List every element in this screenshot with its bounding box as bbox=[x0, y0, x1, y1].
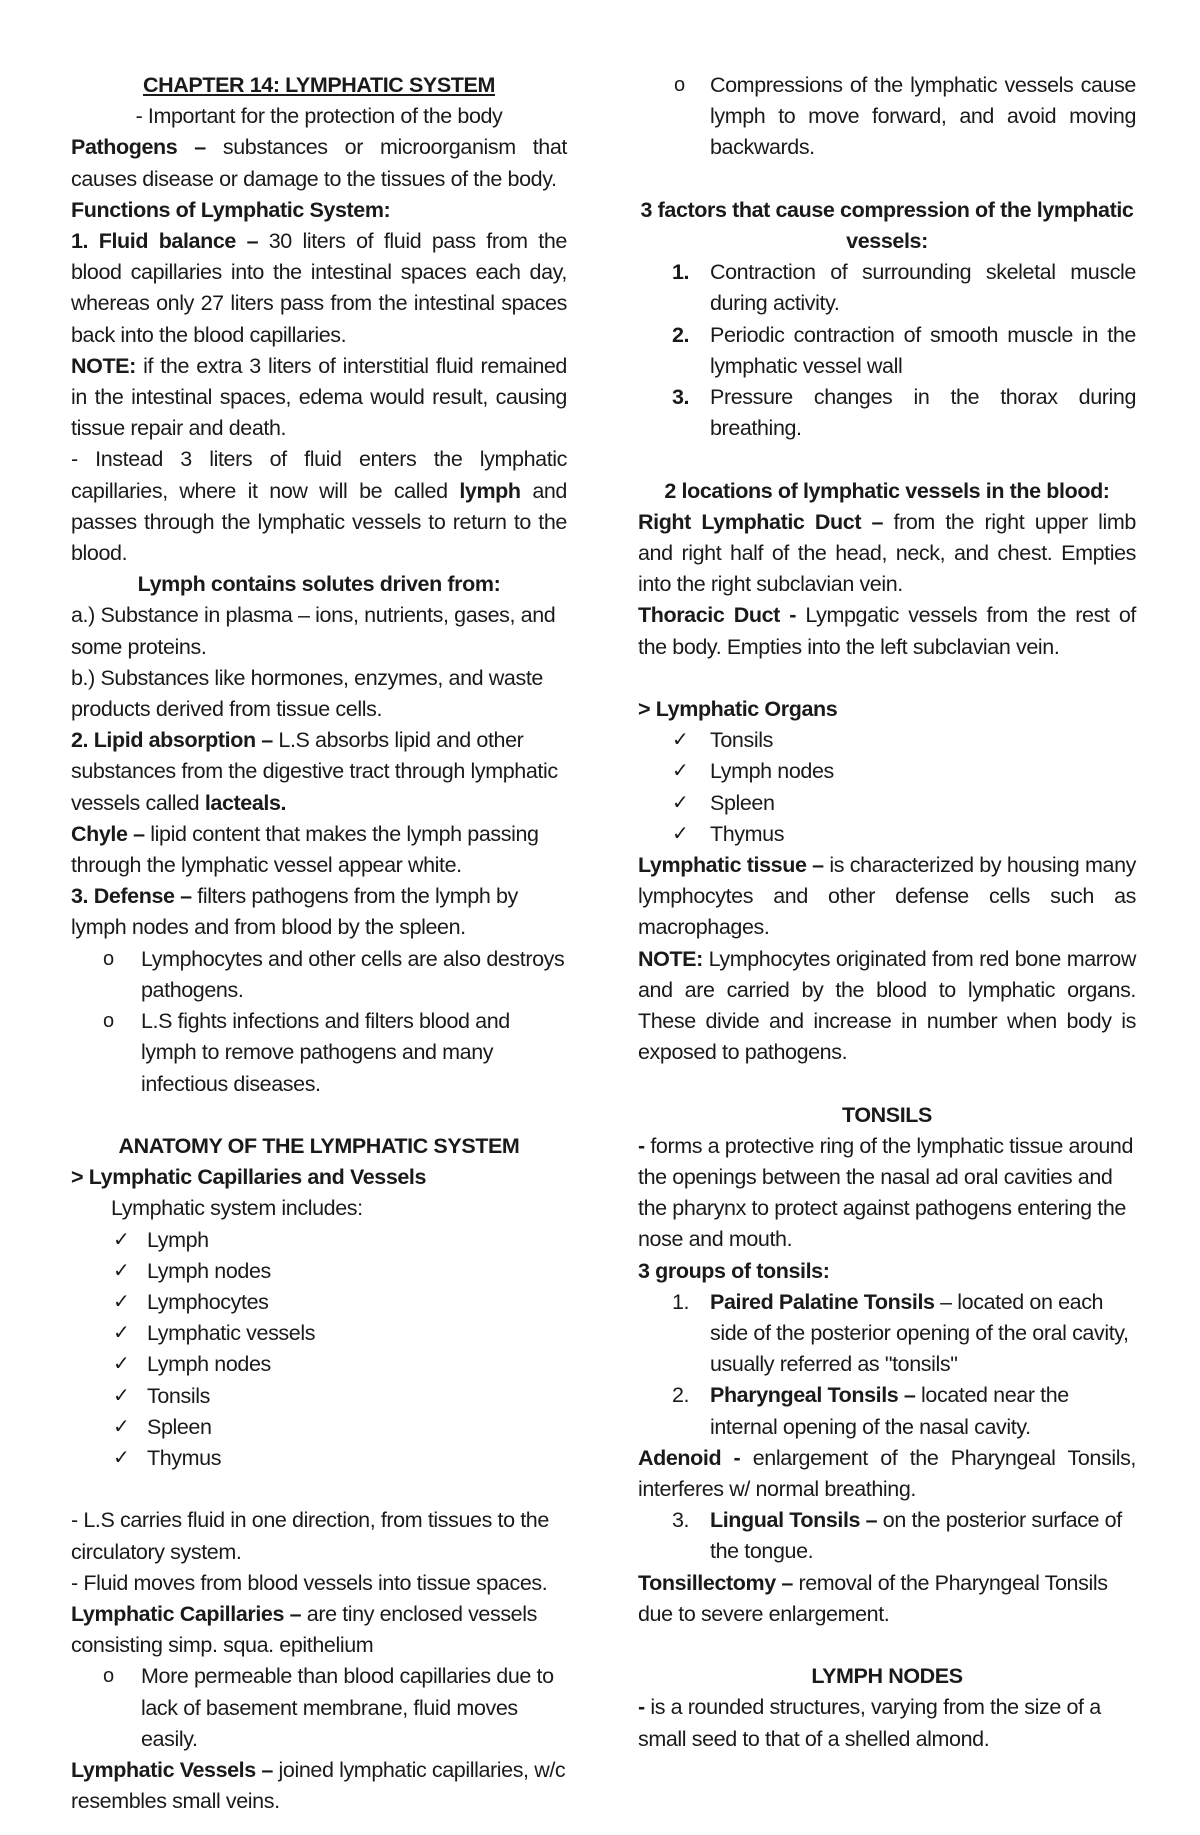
defense-function: 3. Defense – filters pathogens from the lymph by lymph nodes and from blood by the spleen. bbox=[71, 884, 518, 940]
checkmark-icon: ✓ bbox=[113, 1259, 130, 1282]
tonsils-description: - forms a protective ring of the lymphatic tissue around the openings between the nasal ad oral cavities and the pharynx to protect against pathogens entering the nose and mouth. bbox=[638, 1133, 1134, 1252]
list-item: ✓ Tonsils bbox=[71, 1381, 567, 1412]
solute-b: b.) Substances like hormones, enzymes, and waste products derived from tissue cells. bbox=[71, 665, 543, 722]
list-item: 1. Paired Palatine Tonsils – located on each side of the posterior opening of the oral cavity, usually referred as "tonsils" bbox=[672, 1289, 1129, 1377]
list-item: 3. Pressure changes in the thorax during breathing. bbox=[672, 385, 1136, 441]
list-item: ✓ Lymph nodes bbox=[638, 756, 1136, 787]
list-item: ✓ Thymus bbox=[638, 819, 1136, 850]
checkmark-icon: ✓ bbox=[113, 1384, 130, 1407]
includes-label: Lymphatic system includes: bbox=[111, 1196, 363, 1221]
tonsil-groups-heading: 3 groups of tonsils: bbox=[638, 1258, 830, 1283]
list-item: ✓ Lymph bbox=[71, 1225, 567, 1256]
list-item: o More permeable than blood capillaries due to lack of basement membrane, fluid moves easily. bbox=[71, 1661, 567, 1755]
lymph-contains-heading: Lymph contains solutes driven from: bbox=[137, 572, 501, 597]
list-item: ✓ Lymphatic vessels bbox=[71, 1318, 567, 1349]
circle-bullet-icon: o bbox=[674, 74, 685, 96]
right-column bbox=[638, 70, 1136, 1755]
circle-bullet-icon: o bbox=[103, 1665, 114, 1688]
checkmark-icon: ✓ bbox=[113, 1290, 130, 1313]
note-edema: NOTE: if the extra 3 liters of interstitial fluid remained in the intestinal spaces, edema would result, causing tissue repair and death. bbox=[71, 353, 567, 441]
lymph-paragraph: - Instead 3 liters of fluid enters the lymphatic capillaries, where it now will be called lymph and passes through the lymphatic vessels to return to the blood. bbox=[71, 447, 567, 566]
functions-heading: Functions of Lymphatic System: bbox=[71, 197, 391, 222]
list-item: 1. Contraction of surrounding skeletal muscle during activity. bbox=[672, 260, 1136, 316]
tonsillectomy-definition: Tonsillectomy – removal of the Pharyngeal Tonsils due to severe enlargement. bbox=[638, 1570, 1108, 1626]
pathogens-definition: Pathogens – substances or microorganism that causes disease or damage to the tissues of the body. bbox=[71, 135, 567, 191]
checkmark-icon: ✓ bbox=[672, 729, 689, 752]
thoracic-duct: Thoracic Duct - Lympgatic vessels from the rest of the body. Empties into the left subclavian vein. bbox=[638, 603, 1136, 659]
checkmark-icon: ✓ bbox=[672, 791, 689, 814]
checkmark-icon: ✓ bbox=[113, 1353, 130, 1376]
list-item: o Compressions of the lymphatic vessels cause lymph to move forward, and avoid moving backwards. bbox=[638, 70, 1136, 164]
list-item: o L.S fights infections and filters blood and lymph to remove pathogens and many infectious diseases. bbox=[71, 1006, 567, 1100]
one-direction-note: - L.S carries fluid in one direction, from tissues to the circulatory system. bbox=[71, 1508, 549, 1564]
list-item: 2. Pharyngeal Tonsils – located near the internal opening of the nasal cavity. bbox=[672, 1383, 1069, 1439]
checkmark-icon: ✓ bbox=[113, 1322, 130, 1345]
checkmark-icon: ✓ bbox=[672, 760, 689, 783]
chapter-subtitle: - Important for the protection of the body bbox=[135, 104, 503, 129]
note-lymphocytes: NOTE: Lymphocytes originated from red bone marrow and are carried by the blood to lymphatic organs. These divide and increase in number when body is exposed to pathogens. bbox=[638, 946, 1136, 1065]
tonsils-heading: TONSILS bbox=[842, 1102, 932, 1127]
list-item: 2. Periodic contraction of smooth muscle in the lymphatic vessel wall bbox=[672, 322, 1136, 378]
left-column bbox=[71, 70, 567, 1817]
circle-bullet-icon: o bbox=[103, 947, 114, 970]
anatomy-heading: ANATOMY OF THE LYMPHATIC SYSTEM bbox=[118, 1133, 520, 1158]
lymph-nodes-description: - is a rounded structures, varying from the size of a small seed to that of a shelled almond. bbox=[638, 1695, 1101, 1751]
lipid-absorption: 2. Lipid absorption – L.S absorbs lipid and other substances from the digestive tract through lymphatic vessels called lacteals. bbox=[71, 728, 558, 815]
checkmark-icon: ✓ bbox=[113, 1446, 130, 1469]
list-item: ✓ Spleen bbox=[638, 788, 1136, 819]
list-item: ✓ Spleen bbox=[71, 1412, 567, 1443]
right-lymphatic-duct: Right Lymphatic Duct – from the right upper limb and right half of the head, neck, and chest. Empties into the right subclavian vein. bbox=[638, 509, 1136, 597]
locations-heading: 2 locations of lymphatic vessels in the blood: bbox=[664, 478, 1110, 503]
organs-heading: > Lymphatic Organs bbox=[638, 697, 838, 722]
list-item: ✓ Tonsils bbox=[638, 725, 1136, 756]
factors-heading: 3 factors that cause compression of the lymphatic vessels: bbox=[640, 197, 1134, 253]
list-item: 3. Lingual Tonsils – on the posterior surface of the tongue. bbox=[672, 1508, 1122, 1564]
chyle-definition: Chyle – lipid content that makes the lymph passing through the lymphatic vessel appear white. bbox=[71, 821, 539, 878]
lymphatic-capillaries-definition: Lymphatic Capillaries – are tiny enclosed vessels consisting simp. squa. epithelium bbox=[71, 1601, 537, 1658]
list-item: o Lymphocytes and other cells are also destroys pathogens. bbox=[71, 944, 567, 1006]
list-item: ✓ Lymph nodes bbox=[71, 1349, 567, 1380]
fluid-moves-note: - Fluid moves from blood vessels into tissue spaces. bbox=[71, 1570, 548, 1595]
adenoid-definition: Adenoid - enlargement of the Pharyngeal Tonsils, interferes w/ normal breathing. bbox=[638, 1445, 1136, 1502]
lymphatic-tissue-definition: Lymphatic tissue – is characterized by housing many lymphocytes and other defense cells such as macrophages. bbox=[638, 853, 1136, 940]
fluid-balance: 1. Fluid balance – 30 liters of fluid pass from the blood capillaries into the intestinal spaces each day, whereas only 27 liters pass from the intestinal spaces back into the blood capillaries. bbox=[71, 229, 567, 347]
solute-a: a.) Substance in plasma – ions, nutrients, gases, and some proteins. bbox=[71, 603, 556, 659]
list-item: ✓ Thymus bbox=[71, 1443, 567, 1474]
checkmark-icon: ✓ bbox=[113, 1228, 130, 1251]
capillaries-vessels-heading: > Lymphatic Capillaries and Vessels bbox=[71, 1165, 427, 1190]
list-item: ✓ Lymph nodes bbox=[71, 1256, 567, 1287]
circle-bullet-icon: o bbox=[103, 1010, 114, 1033]
list-item: ✓ Lymphocytes bbox=[71, 1287, 567, 1318]
chapter-title: CHAPTER 14: LYMPHATIC SYSTEM bbox=[143, 73, 495, 97]
checkmark-icon: ✓ bbox=[113, 1415, 130, 1438]
checkmark-icon: ✓ bbox=[672, 822, 689, 845]
lymph-nodes-heading: LYMPH NODES bbox=[811, 1664, 963, 1689]
lymphatic-vessels-definition: Lymphatic Vessels – joined lymphatic capillaries, w/c resembles small veins. bbox=[71, 1757, 566, 1814]
